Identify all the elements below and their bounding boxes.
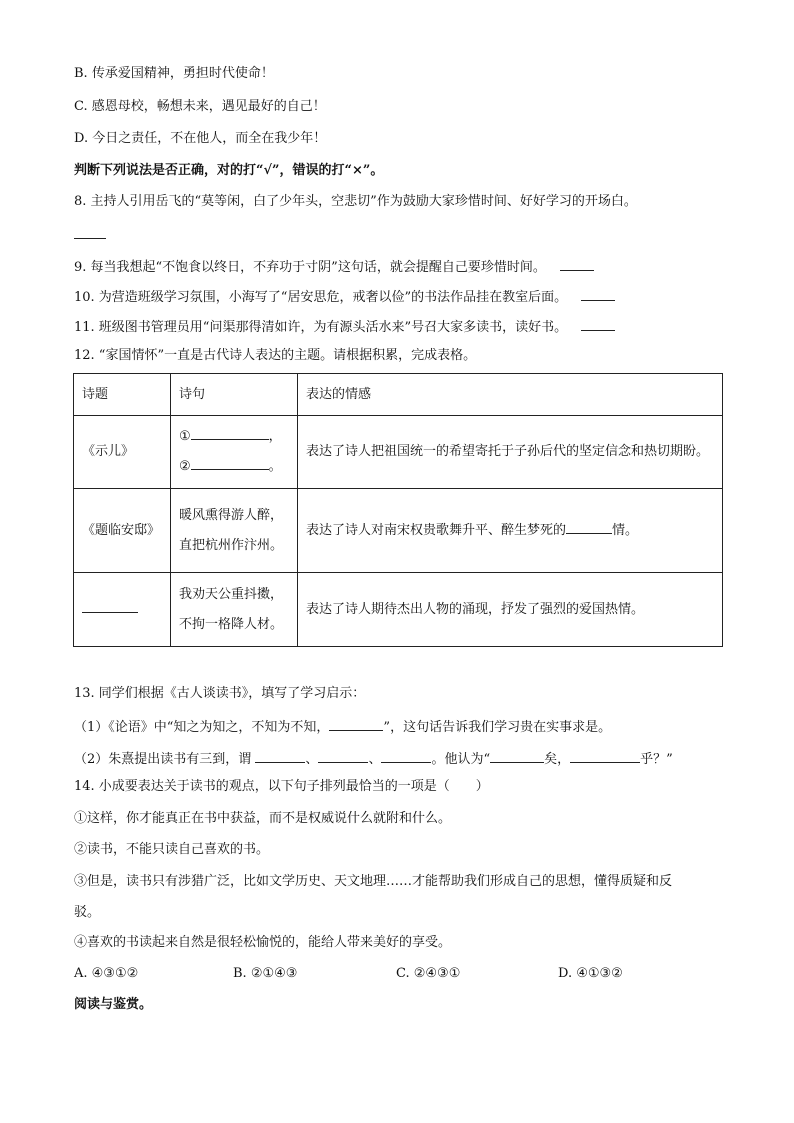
verse-text	[171, 489, 298, 573]
answer-option-d[interactable]: D. ④①③②	[558, 966, 623, 981]
emotion-pre: 表达了诗人对南宋权贵歌舞升平、醉生梦死的	[306, 522, 567, 538]
question-14: 14. 小成要表达关于读书的观点，以下句子排列最恰当的一项是（ ）	[74, 779, 489, 794]
table-row	[74, 573, 723, 647]
poem-title: 《题临安邸》	[74, 489, 171, 573]
verse-line: 直把杭州作汴州。	[179, 537, 284, 553]
emotion-post: 情。	[612, 522, 639, 538]
q13-p1-post: ”，这句话告诉我们学习贵在实事求是。	[383, 720, 612, 735]
sentence-2: ②读书，不能只读自己喜欢的书。	[74, 842, 270, 857]
q13-sep-2: 、	[368, 752, 382, 767]
answer-option-a[interactable]: A. ④③①②	[74, 966, 139, 981]
verse-blank-2[interactable]	[191, 455, 269, 470]
q13-p2-mid: 。他认为“	[431, 752, 491, 767]
answer-blank-q11[interactable]	[581, 316, 615, 331]
question-11-row	[74, 316, 615, 338]
verse-blank-1[interactable]	[191, 425, 269, 440]
q13-sep-1: 、	[305, 752, 319, 767]
header-emotion: 表达的情感	[298, 374, 723, 416]
verse-line: 不拘一格降人材。	[179, 616, 284, 632]
question-13: 13. 同学们根据《古人谈读书》，填写了学习启示：	[74, 686, 366, 701]
comma-mark: ，	[268, 429, 282, 444]
answer-blank-q13-3[interactable]	[318, 748, 368, 763]
question-10-row	[74, 286, 615, 308]
option-b: B. 传承爱国精神，勇担时代使命！	[74, 66, 274, 81]
period-mark: 。	[268, 459, 282, 474]
verse-line: 我劝天公重抖擞，	[179, 586, 284, 602]
answer-blank-q13-4[interactable]	[381, 748, 431, 763]
sentence-4: ④喜欢的书读起来自然是很轻松愉悦的，能给人带来美好的享受。	[74, 935, 452, 950]
question-8: 8. 主持人引用岳飞的“莫等闲，白了少年头，空悲切”作为鼓励大家珍惜时间、好好学习的开场白。	[74, 194, 637, 209]
option-d: D. 今日之责任，不在他人，而全在我少年！	[74, 131, 327, 146]
emotion-text: 表达了诗人期待杰出人物的涌现，抒发了强烈的爱国热情。	[298, 573, 723, 647]
table-row	[74, 489, 723, 573]
question-12: 12. “家国情怀”一直是古代诗人表达的主题。请根据积累，完成表格。	[74, 348, 477, 363]
question-9: 9. 每当我想起“不饱食以终日，不弃功于寸阴”这句话，就会提醒自己要珍惜时间。	[74, 260, 546, 275]
mark-1: ①	[179, 429, 191, 444]
header-verse: 诗句	[171, 374, 298, 416]
option-c: C. 感恩母校，畅想未来，遇见最好的自己！	[74, 99, 326, 114]
question-9-row	[74, 256, 594, 278]
poem-table	[73, 373, 723, 647]
table-row	[74, 416, 723, 489]
answer-option-c[interactable]: C. ②④③①	[396, 966, 461, 981]
question-13-part-1	[74, 716, 611, 738]
verse-text	[171, 573, 298, 647]
table-header-row	[74, 374, 723, 416]
answer-blank-q13-5[interactable]	[490, 748, 544, 763]
poem-title: 《示儿》	[74, 416, 171, 489]
emotion-text: 表达了诗人把祖国统一的希望寄托于子孙后代的坚定信念和热切期盼。	[298, 416, 723, 489]
mark-2: ②	[179, 459, 191, 474]
question-11: 11. 班级图书管理员用“问渠那得清如许，为有源头活水来”号召大家多读书，读好书。	[74, 320, 568, 335]
poem-title-blank-cell	[74, 573, 171, 647]
answer-blank-q10[interactable]	[581, 286, 615, 301]
question-10: 10. 为营造班级学习氛围，小海写了“居安思危，戒奢以俭”的书法作品挂在教室后面。	[74, 290, 568, 305]
q13-p2-pre: （2）朱熹提出读书有三到，谓	[74, 752, 252, 767]
q13-p2-mid2: 矣，	[544, 752, 571, 767]
section-heading-judge: 判断下列说法是否正确，对的打“√”，错误的打“×”。	[74, 163, 384, 178]
emotion-text	[298, 489, 723, 573]
answer-option-b[interactable]: B. ②①④③	[233, 966, 298, 981]
answer-blank-q9[interactable]	[560, 256, 594, 271]
emotion-blank[interactable]	[566, 519, 612, 534]
answer-blank-q13-2[interactable]	[255, 748, 305, 763]
verse-blanks	[171, 416, 298, 489]
q13-p2-end: 乎？”	[640, 752, 673, 767]
answer-blank-q13-1[interactable]	[329, 716, 383, 731]
header-title: 诗题	[74, 374, 171, 416]
q13-p1-pre: （1）《论语》中“知之为知之，不知为不知，	[74, 720, 330, 735]
section-heading-reading: 阅读与鉴赏。	[74, 997, 153, 1012]
answer-blank-q13-6[interactable]	[570, 748, 640, 763]
sentence-3-cont: 驳。	[74, 905, 101, 920]
question-13-part-2	[74, 748, 673, 770]
title-blank[interactable]	[82, 598, 138, 613]
verse-line: 暖风熏得游人醉，	[179, 507, 284, 523]
answer-blank-q8[interactable]	[74, 224, 106, 246]
sentence-3: ③但是，读书只有涉猎广泛，比如文学历史、天文地理……才能帮助我们形成自己的思想，懂得质疑和反	[74, 874, 673, 889]
sentence-1: ①这样，你才能真正在书中获益，而不是权威说什么就附和什么。	[74, 811, 452, 826]
